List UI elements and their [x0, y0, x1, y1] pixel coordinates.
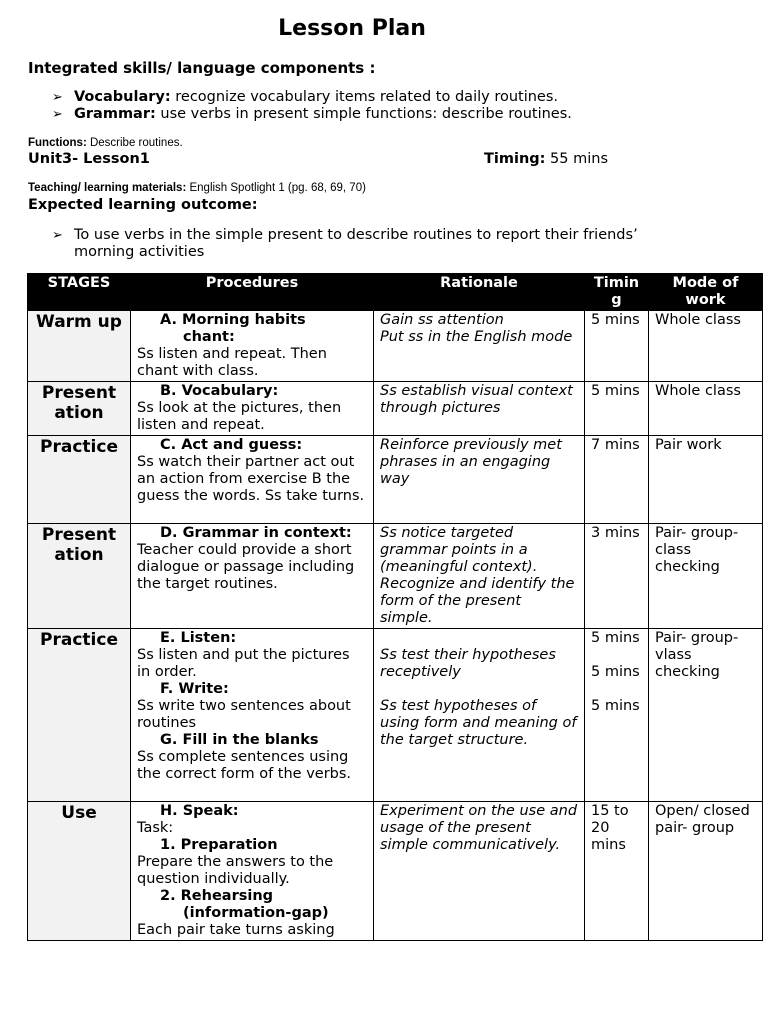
procedure-text: Ss look at the pictures, then listen and repeat.: [137, 400, 342, 433]
page-title: Lesson Plan: [278, 16, 426, 41]
table-row: [28, 629, 763, 802]
materials-line: [28, 182, 366, 194]
mode-cell: Pair- group- class checking: [649, 524, 763, 629]
timing-text: 15 to 20 mins: [591, 803, 629, 853]
procedure-text: Ss write two sentences about routines: [137, 698, 351, 731]
rationale-text: Experiment on the use and usage of the present simple communicatively.: [380, 803, 578, 853]
procedure-heading: (information-gap): [183, 905, 329, 921]
outcome-bullet: [52, 227, 654, 261]
mode-cell: Pair- group- vlass checking: [649, 629, 763, 802]
procedure-text: Teacher could provide a short dialogue or passage including the target routines.: [137, 542, 355, 592]
timing-text: 3 mins: [591, 525, 640, 541]
arrow-bullet-icon: ➢: [52, 228, 63, 243]
header-stages: STAGES: [28, 274, 131, 311]
functions-line: [28, 137, 183, 149]
table-row: [28, 382, 763, 436]
procedure-heading: D. Grammar in context:: [160, 525, 352, 541]
rationale-cell: [374, 311, 585, 382]
rationale-text: [380, 630, 578, 647]
timing-cell: [585, 629, 649, 802]
bullet-grammar: [52, 106, 572, 123]
timing-text: [591, 647, 642, 664]
timing-cell: [585, 802, 649, 941]
timing-cell: [585, 524, 649, 629]
procedures-cell: [131, 629, 374, 802]
materials-label: Teaching/ learning materials:: [28, 182, 187, 194]
procedure-heading: B. Vocabulary:: [160, 383, 279, 399]
bullet-text: recognize vocabulary items related to daily routines.: [170, 89, 559, 105]
bullet-vocabulary: [52, 89, 572, 106]
header-procedures: Procedures: [131, 274, 374, 311]
rationale-text: Reinforce previously met phrases in an engaging way: [380, 437, 562, 487]
timing-line: [484, 151, 608, 167]
timing-label: Timing:: [484, 151, 546, 167]
bullet-label: Vocabulary:: [74, 89, 171, 105]
procedures-cell: [131, 436, 374, 524]
procedure-heading: A. Morning habits: [160, 312, 306, 328]
timing-text: 5 mins: [591, 664, 640, 680]
header-rationale: Rationale: [374, 274, 585, 311]
rationale-cell: [374, 382, 585, 436]
timing-value: 55 mins: [545, 151, 609, 167]
materials-text: English Spotlight 1 (pg. 68, 69, 70): [186, 182, 366, 194]
header-timing: Timin g: [585, 274, 649, 311]
table-body: [28, 311, 763, 941]
rationale-cell: [374, 524, 585, 629]
rationale-text: Gain ss attention: [380, 312, 504, 328]
procedures-cell: [131, 382, 374, 436]
timing-text: 7 mins: [591, 437, 640, 453]
table-row: [28, 436, 763, 524]
mode-cell: Pair work: [649, 436, 763, 524]
timing-text: [591, 681, 642, 698]
table-row: [28, 802, 763, 941]
procedure-text: Each pair take turns asking: [137, 922, 335, 938]
functions-label: Functions:: [28, 137, 87, 149]
arrow-bullet-icon: ➢: [52, 90, 63, 105]
bullet-text: use verbs in present simple functions: describe routines.: [155, 106, 572, 122]
table-row: [28, 311, 763, 382]
procedures-cell: [131, 311, 374, 382]
skills-bullet-list: [52, 89, 572, 123]
rationale-text: Ss test their hypotheses receptively: [380, 647, 556, 680]
stage-cell: Practice: [28, 436, 131, 524]
rationale-text: Put ss in the English mode: [380, 329, 573, 345]
table-header-row: [28, 274, 763, 311]
outcome-heading: Expected learning outcome:: [28, 197, 258, 213]
table-row: [28, 524, 763, 629]
arrow-bullet-icon: ➢: [52, 107, 63, 122]
timing-cell: [585, 436, 649, 524]
procedure-heading: C. Act and guess:: [160, 437, 303, 453]
procedures-cell: [131, 524, 374, 629]
procedure-text: Ss listen and put the pictures in order.: [137, 647, 350, 680]
mode-cell: Whole class: [649, 311, 763, 382]
timing-cell: [585, 311, 649, 382]
procedure-text: Ss listen and repeat. Then chant with class.: [137, 346, 327, 379]
components-heading: Integrated skills/ language components :: [28, 59, 376, 77]
mode-cell: Open/ closed pair- group: [649, 802, 763, 941]
rationale-cell: [374, 629, 585, 802]
procedure-heading: G. Fill in the blanks: [160, 732, 319, 748]
procedure-text: Prepare the answers to the question individually.: [137, 854, 334, 887]
procedure-heading: chant:: [183, 329, 235, 345]
functions-text: Describe routines.: [86, 137, 183, 149]
procedure-text: Ss complete sentences using the correct form of the verbs.: [137, 749, 352, 782]
rationale-text: Ss establish visual context through pictures: [380, 383, 573, 416]
stage-cell: Practice: [28, 629, 131, 802]
rationale-text: [380, 681, 578, 698]
procedure-heading: 1. Preparation: [160, 837, 278, 853]
header-mode-of-work: Mode of work: [649, 274, 763, 311]
procedure-heading: F. Write:: [160, 681, 229, 697]
timing-text: 5 mins: [591, 383, 640, 399]
stage-cell: Present ation: [28, 382, 131, 436]
mode-cell: Whole class: [649, 382, 763, 436]
timing-text: 5 mins: [591, 698, 640, 714]
stage-cell: Warm up: [28, 311, 131, 382]
rationale-text: Ss notice targeted grammar points in a (meaningful context). Recognize and identify the form of the present simple.: [380, 525, 575, 626]
timing-cell: [585, 382, 649, 436]
procedure-heading: 2. Rehearsing: [160, 888, 274, 904]
stage-cell: Present ation: [28, 524, 131, 629]
timing-text: 5 mins: [591, 312, 640, 328]
timing-text: 5 mins: [591, 630, 640, 646]
procedures-cell: [131, 802, 374, 941]
procedure-text: Ss watch their partner act out an action from exercise B the guess the words. Ss take turns.: [137, 454, 365, 504]
rationale-cell: [374, 436, 585, 524]
lesson-plan-table: [27, 273, 763, 941]
rationale-text: Ss test hypotheses of using form and meaning of the target structure.: [380, 698, 577, 748]
bullet-label: Grammar:: [74, 106, 156, 122]
outcome-text: To use verbs in the simple present to describe routines to report their friends’ morning activities: [74, 227, 638, 260]
procedure-heading: E. Listen:: [160, 630, 237, 646]
rationale-cell: [374, 802, 585, 941]
unit-lesson: Unit3- Lesson1: [28, 151, 150, 167]
procedure-heading: H. Speak:: [160, 803, 239, 819]
procedure-text: Task:: [137, 820, 174, 836]
stage-cell: Use: [28, 802, 131, 941]
